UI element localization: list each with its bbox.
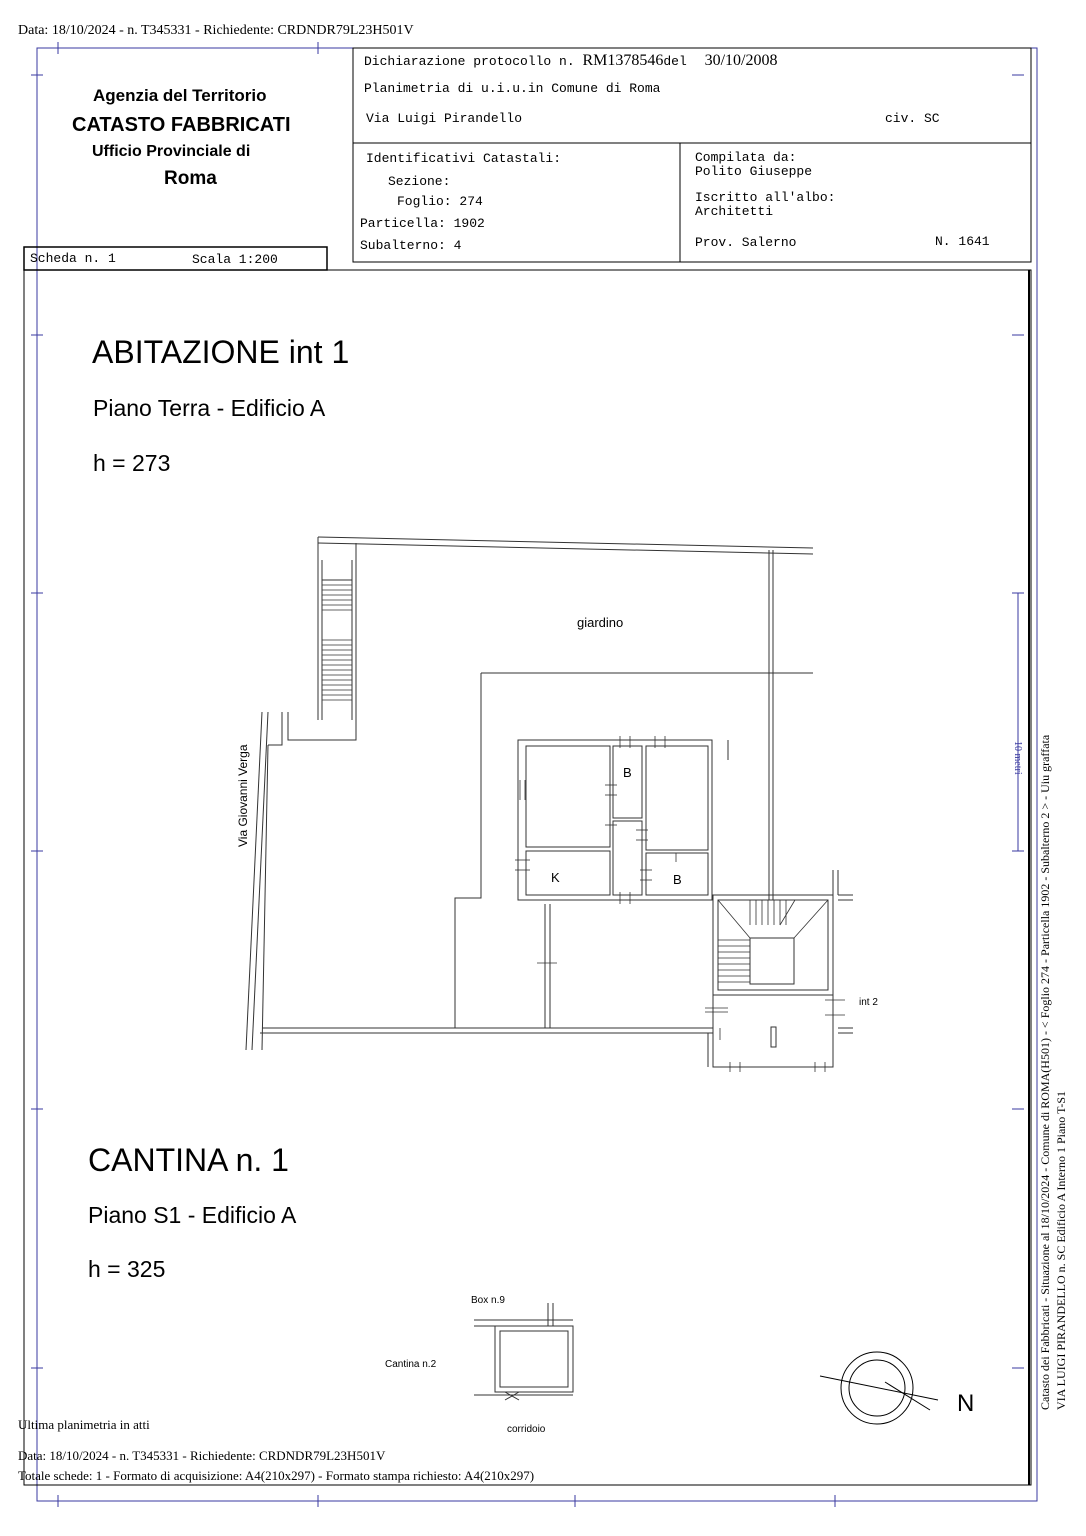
north-label: N [957,1390,975,1417]
compiler-name: Polito Giuseppe [695,164,813,179]
identifier-sezione: Sezione: [388,174,451,189]
header-boxes [24,48,1031,1485]
agency-office: Ufficio Provinciale di [92,143,251,160]
side-status-line: Catasto dei Fabbricati - Situazione al 18/10/2024 - Comune di ROMA(H501) - < Foglio 274 - Particella 1902 - Subalterno 2 > - Uiu graffata [1038,734,1052,1410]
protocol-line [364,52,777,70]
floor-plan-ground [246,537,853,1072]
footer-request-info: Data: 18/10/2024 - n. T345331 - Richiedente: CRDNDR79L23H501V [18,1448,386,1463]
unit1-title: ABITAZIONE int 1 [92,334,350,370]
unit1-height: h = 273 [93,450,171,476]
scheda-scale: Scala 1:200 [192,252,278,267]
scheda-number: Scheda n. 1 [30,251,116,266]
last-planimetry-note: Ultima planimetria in atti [18,1417,150,1432]
scale-bar-label: 10 metri [1012,741,1023,775]
compiled-label: Compilata da: [695,150,797,165]
identifier-subalterno: Subalterno: 4 [360,238,462,253]
garden-label: giardino [577,615,624,630]
albo-value: Architetti [695,204,774,219]
agency-city: Roma [164,168,217,189]
street-label: Via Giovanni Verga [236,744,250,847]
registration-number: N. 1641 [935,234,990,249]
identifier-particella: Particella: 1902 [360,216,485,231]
side-address-line: VIA LUIGI PIRANDELLO n. SC Edificio A Interno 1 Piano T-S1 [1054,1091,1068,1410]
province: Prov. Salerno [695,235,797,250]
agency-name: Agenzia del Territorio [93,86,267,105]
protocol-del: del [663,54,687,69]
agency-catasto: CATASTO FABBRICATI [72,114,291,136]
unit2-height: h = 325 [88,1256,166,1282]
box-label: Box n.9 [471,1295,505,1306]
north-arrow-icon [820,1352,938,1424]
address: Via Luigi Pirandello [366,111,523,126]
protocol-date: 30/10/2008 [704,52,778,69]
unit2-title: CANTINA n. 1 [88,1142,289,1178]
cantina-label: Cantina n.2 [385,1359,437,1370]
bathroom-label: B [673,872,682,887]
unit1-floor: Piano Terra - Edificio A [93,395,326,421]
top-request-info: Data: 18/10/2024 - n. T345331 - Richiedente: CRDNDR79L23H501V [18,23,414,38]
corridor-label: corridoio [507,1424,546,1435]
bathroom-label: B [623,765,632,780]
identifier-foglio: Foglio: 274 [397,194,483,209]
int2-label: int 2 [859,997,878,1008]
protocol-label: Dichiarazione protocollo n. [364,54,575,69]
unit2-floor: Piano S1 - Edificio A [88,1202,297,1228]
identifiers-title: Identificativi Catastali: [366,151,562,166]
protocol-number: RM1378546 [582,52,664,69]
civic-number: civ. SC [885,111,940,126]
planimetry-line: Planimetria di u.i.u.in Comune di Roma [364,81,661,96]
albo-label: Iscritto all'albo: [695,190,836,205]
floor-plan-cellar [474,1303,573,1400]
footer-format-info: Totale schede: 1 - Formato di acquisizione: A4(210x297) - Formato stampa richiesto: A4(210x297) [18,1468,535,1483]
kitchen-label: K [551,870,560,885]
